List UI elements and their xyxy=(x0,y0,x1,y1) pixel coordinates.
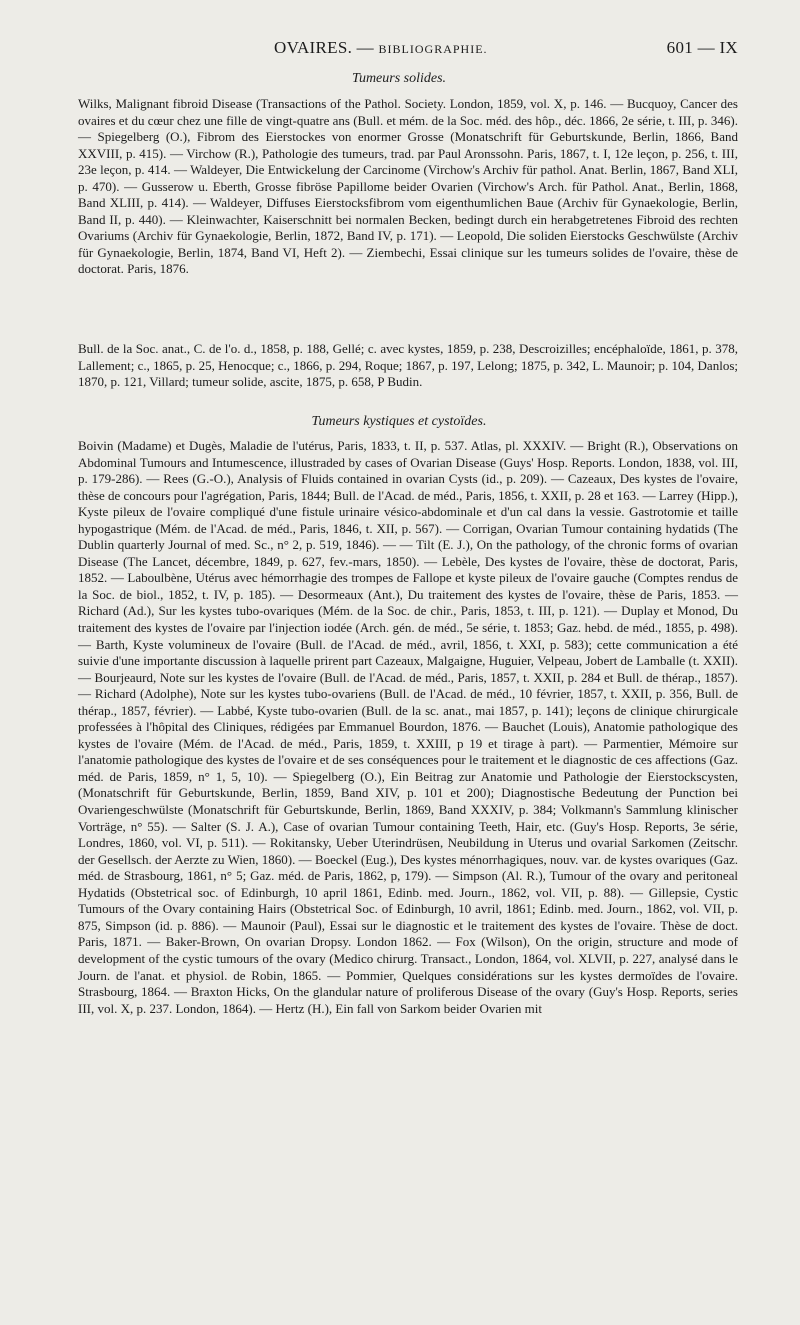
bibliography-text: Boivin (Madame) et Dugès, Maladie de l'utérus, Paris, 1833, t. II, p. 537. Atlas, pl. XXXIV. — Bright (R.), Observations on Abdominal Tumours and Intumescence, illustraded by cases of Ovarian Disease (Guys' Hosp. Reports. London, 1838, vol. III, p. 179-286). — Rees (G.-O.), Analysis of Fluids contained in ovarian Cysts (id., p. 209). — Cazeaux, Des kystes de l'ovaire, thèse de concours pour l'agrégation, Paris, 1844; Bull. de l'Acad. de méd., Paris, 1856, t. XXII, p. 28 et 163. — Larrey (Hipp.), Kyste pileux de l'ovaire compliqué d'une fistule urinaire vésico-abdominale et d'un cal dans la vessie. Gastrotomie et taille hypogastrique (Mém. de l'Acad. de méd., Paris, 1846, t. XII, p. 567). — Corrigan, Ovarian Tumour containing hydatids (The Dublin quarterly Journal of med. Sc., n° 2, p. 519, 1846). — — Tilt (E. J.), On the pathology, of the chronic forms of ovarian Disease (The Lancet, décembre, 1849, p. 627, fev.-mars, 1850). — Lebèle, Des kystes de l'ovaire, thèse de doctorat, Paris, 1852. — Laboulbène, Utérus avec hémorrhagie des trompes de Fallope et kyste pileux de l'ovaire gauche (Comptes rendus de la Soc. de biol., 1852, t. IV, p. 185). — Desormeaux (Ant.), Du traitement des kystes de l'ovaire, thèse de Paris, 1853. — Richard (Ad.), Sur les kystes tubo-ovariques (Mém. de la Soc. de chir., Paris, 1853, t. III, p. 121). — Duplay et Monod, Du traitement des kystes de l'ovaire par l'injection iodée (Arch. gén. de méd., 5e série, t. 1853; Gaz. hebd. de méd., 1855, p. 498). — Barth, Kyste volumineux de l'ovaire (Bull. de l'Acad. de méd., avril, 1856, t. XXI, p. 583); cette communication a été suivie d'une importante discussion à laquelle prirent part Cazeaux, Malgaigne, Huguier, Velpeau, Jobert de Lamballe (t. XXII). — Bourjeaurd, Note sur les kystes de l'ovaire (Bull. de l'Acad. de méd., Paris, 1857, t. XXII, p. 284 et Bull. de thérap., 1857). — Richard (Adolphe), Note sur les kystes tubo-ovariens (Bull. de l'Acad. de méd., 10 février, 1857, t. XXII, p. 356, Bull. de thérap., 1857, février). — Labbé, Kyste tubo-ovarien (Bull. de la sc. anat., mai 1857, p. 141); leçons de clinique chirurgicale professées à l'hôpital des Cliniques, rédigées par Emmanuel Bourdon, 1876. — Bauchet (Louis), Anatomie pathologique des kystes de l'ovaire (Mém. de l'Acad. de méd., Paris, 1859, t. XXIII, p 19 et tirage à part). — Parmentier, Mémoire sur l'anatomie pathologique des kystes de l'ovaire et de ses conséquences pour le traitement et le diagnostic de ces affections (Gaz. méd. de Paris, 1859, n° 1, 5, 10). — Spiegelberg (O.), Ein Beitrag zur Anatomie und Pathologie der Eierstockscysten, (Monatschrift für Geburtskunde, Berlin, 1859, Band XIV, p. 101 et 200); Diagnostische Bedeutung der Punction bei Ovariengeschwülste (Monatschrift für Geburtskunde, Berlin, 1869, Band XXXIV, p. 384; Volkmann's Sammlung klinischer Vorträge, n° 55). — Salter (S. J. A.), Case of ovarian Tumour containing Teeth, Hair, etc. (Guy's Hosp. Reports, 3e série, Londres, 1860, vol. VI, p. 511). — Rokitansky, Ueber Uterindrüsen, Neubildung in Uterus und ovarial Sarkomen (Zeitschr. der Gesellsch. der Aerzte zu Wien, 1860). — Boeckel (Eug.), Des kystes ménorrhagiques, nouv. var. de kystes ovariques (Gaz. méd. de Strasbourg, 1861, n° 5; Gaz. méd. de Paris, 1862, p, 179). — Simpson (Al. R.), Tumour of the ovary and peritoneal Hydatids (Obstetrical soc. of Edinburgh, 10 april 1861, Edinb. med. Journ., 1862, vol. VII, p. 88). — Gillepsie, Cystic Tumours of the Ovary containing Hairs (Obstetrical Soc. of Edinburgh, 10 avril, 1861; Edinb. med. Journ., 1862, vol. VII, p. 875, Simpson (id. p. 886). — Maunoir (Paul), Essai sur le diagnostic et le traitement des kystes de l'ovaire. Thèse de doct. Paris, 1871. — Baker-Brown, On ovarian Dropsy. London 1862. — Fox (Wilson), On the origin, structure and mode of development of the cystic tumours of the ovary (Medico chirurg. Transact., London, 1864, vol. XLVII, p. 227, analysé dans le Journ. de l'anat. et physiol. de Robin, 1865. — Pommier, Quelques considérations sur les kystes dermoïdes de l'ovaire. Strasbourg, 1864. — Braxton Hicks, On the glandular nature of proliferous Disease of the ovary (Guy's Hosp. Reports, series III, vol. X, p. 237. London, 1864). — Hertz (H.), Ein fall von Sarkom beider Ovarien mit xyxy=(78,438,738,1016)
bibliography-text: Bull. de la Soc. anat., C. de l'o. d., 1858, p. 188, Gellé; c. avec kystes, 1859, p. 238, Descroizilles; encéphaloïde, 1861, p. 378, Lallement; c., 1865, p. 25, Henocque; c., 1866, p. 294, Roque; 1867, p. 197, Lelong; 1875, p. 342, L. Maunoir; p. 104, Danlos; 1870, p. 121, Villard; tumeur solide, ascite, 1875, p. 658, P Budin. xyxy=(78,341,738,390)
section-title-solid-tumours: Tumeurs solides. xyxy=(351,71,447,86)
running-header xyxy=(60,38,738,64)
running-title-sub: BIBLIOGRAPHIE. xyxy=(378,42,488,56)
page-number: 601 — IX xyxy=(666,38,738,57)
bibliography-paragraph-solid-tumours xyxy=(60,96,738,278)
bibliography-paragraph-soc-anat xyxy=(60,341,738,391)
bibliography-text: Wilks, Malignant fibroid Disease (Transactions of the Pathol. Society. London, 1859, vol. X, p. 146. — Bucquoy, Cancer des ovaires et du cœur chez une fille de vingt-quatre ans (Bull. et mém. de la Soc. méd. des hôp., déc. 1866, 2e série, t. III, p. 346). — Spiegelberg (O.), Fibrom des Eierstockes von enormer Grosse (Monatschrift für Geburtskunde, Berlin, 1866, Band XXVIII, p. 415). — Virchow (R.), Pathologie des tumeurs, trad. par Paul Aronssohn. Paris, 1867, t. I, 12e leçon, p. 256, t. III, 23e leçon, p. 414. — Waldeyer, Die Entwickelung der Carcinome (Virchow's Archiv für pathol. Anat. Berlin, 1867, Band XLI, p. 470). — Gusserow u. Eberth, Grosse fibröse Papillome beider Ovarien (Virchow's Arch. für Pathol. Anat., Berlin, 1868, Band XLIII, p. 414). — Waldeyer, Diffuses Eierstocksfibrom vom eigenthumlichen Baue (Archiv für Gynaekologie, Berlin, Band II, p. 440). — Kleinwachter, Kaiserschnitt bei normalen Becken, bedingt durch ein herabgetretenes Fibroid des rechten Ovariums (Archiv für Gynaekologie, Berlin, 1872, Band IV, p. 171). — Leopold, Die soliden Eierstocks Geschwülste (Archiv für Gynaekologie, Berlin, 1874, Band VI, Heft 2). — Ziembechi, Essai clinique sur les tumeurs solides de l'ovaire, thèse de doctorat. Paris, 1876. xyxy=(78,96,738,277)
section-title-cystic-tumours: Tumeurs kystiques et cystoïdes. xyxy=(311,414,487,429)
running-title-main: OVAIRES. — xyxy=(274,38,379,57)
bibliography-paragraph-cystic-tumours xyxy=(60,438,738,1017)
running-title xyxy=(274,38,488,58)
